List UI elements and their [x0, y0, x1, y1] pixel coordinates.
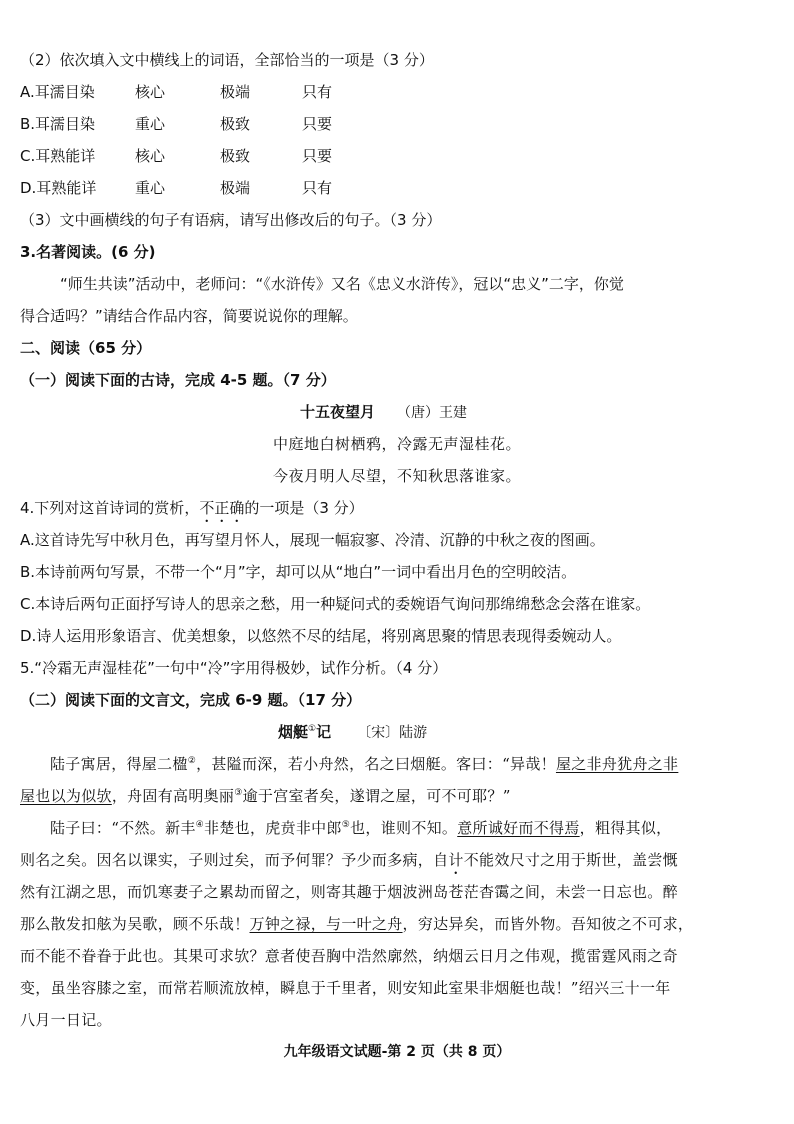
passage-line — [20, 780, 774, 812]
option-word-2: 极端 — [220, 83, 251, 101]
passage-line — [20, 940, 774, 972]
option-word-3: 只要 — [302, 115, 333, 133]
option-word-1: 重心 — [135, 179, 166, 197]
passage-text: 然有江湖之思，而饥寒妻子之累劫而留之，则寄其趣于烟波洲岛苍茫杳霭之间，未尝一日忘也。醉 — [20, 883, 678, 901]
emphasized-character: 计 — [448, 851, 464, 869]
article-title-line — [20, 716, 774, 748]
q4-stem-post: 的一项是（3 分） — [244, 499, 364, 517]
underlined-sentence: 意所诚好而不得焉 — [457, 819, 580, 837]
q3-sub-question: （3）文中画横线的句子有语病，请写出修改后的句子。（3 分） — [20, 211, 442, 229]
poem-title: 十五夜望月 — [300, 403, 376, 421]
underlined-sentence: 屋也以为似欤 — [20, 787, 112, 805]
q2-option-b — [20, 108, 774, 140]
footnote-marker: ③ — [234, 788, 243, 798]
passage-text: ，甚隘而深，若小舟然，名之曰烟艇。客曰：“异哉！ — [196, 755, 556, 773]
passage-line — [20, 972, 774, 1004]
q2-option-a — [20, 76, 774, 108]
q3-text-line: “师生共读”活动中，老师问：“《水浒传》又名《忠义水浒传》，冠以“忠义”二字，你觉 — [60, 275, 624, 293]
q3-heading: 3.名著阅读。(6 分) — [20, 243, 156, 261]
article-title-note: ① — [308, 724, 317, 734]
option-word-3: 只要 — [302, 147, 333, 165]
q4-option-c: C.本诗后两句正面抒写诗人的思亲之愁，用一种疑问式的委婉语气询问那绵绵愁念会落在谁家。 — [20, 595, 651, 613]
footnote-marker: ④ — [195, 820, 205, 830]
passage-text: 那么散发扣舷为吴歌，顾不乐哉！ — [20, 915, 250, 933]
option-label: D.耳熟能详 — [20, 179, 97, 197]
passage-text: ，穷达异矣，而皆外物。吾知彼之不可求， — [402, 915, 694, 933]
section1-heading: （一）阅读下面的古诗，完成 4-5 题。（7 分） — [20, 371, 336, 389]
option-word-2: 极端 — [220, 179, 251, 197]
option-word-1: 核心 — [135, 83, 166, 101]
poem-line: 今夜月明人尽望，不知秋思落谁家。 — [272, 467, 521, 485]
q2-option-c — [20, 140, 774, 172]
passage-text: ，舟固有高明奥丽 — [111, 787, 235, 805]
passage-text: 不能效尺寸之用于斯世，盖尝慨 — [463, 851, 678, 869]
article-title-suffix: 记 — [316, 723, 332, 741]
passage-text: 也，谁则不知。 — [350, 819, 458, 837]
passage-line — [20, 876, 774, 908]
passage-text: 变，虽坐容膝之室，而常若顺流放棹，瞬息于千里者，则安知此室果非烟艇也哉！”绍兴三十一年 — [20, 979, 671, 997]
poem-line: 中庭地白树栖鸦，冷露无声湿桂花。 — [272, 435, 521, 453]
option-label: B.耳濡目染 — [20, 115, 96, 133]
passage-text: 逾于宫室者矣，遂谓之屋，可不可耶？” — [242, 787, 511, 805]
passage-text: 陆子曰：“不然。新丰 — [50, 819, 196, 837]
option-label: A.耳濡目染 — [20, 83, 95, 101]
passage-line — [20, 844, 774, 876]
part2-heading: 二、阅读（65 分） — [20, 339, 152, 357]
article-author: 〔宋〕陆游 — [357, 725, 428, 741]
footnote-marker: ② — [187, 756, 197, 766]
passage-text: 而不能不眷眷于此也。其果可求欤？意者使吾胸中浩然廓然，纳烟云日月之伟观，揽雷霆风雨之奇 — [20, 947, 678, 965]
option-word-2: 极致 — [220, 115, 251, 133]
passage-text: ，粗得其似， — [579, 819, 672, 837]
article-title: 烟艇 — [278, 723, 309, 741]
underlined-sentence: 万钟之禄，与一叶之舟 — [249, 915, 403, 933]
footnote-marker: ⑤ — [341, 820, 351, 830]
q4-stem-emphasis: 不正确 — [199, 499, 245, 517]
passage-line — [20, 908, 774, 940]
option-word-2: 极致 — [220, 147, 251, 165]
q3-text-line: 得合适吗？”请结合作品内容，简要说说你的理解。 — [20, 307, 358, 325]
q2-stem: （2）依次填入文中横线上的词语，全部恰当的一项是（3 分） — [20, 51, 434, 69]
option-label: C.耳熟能详 — [20, 147, 96, 165]
q4-stem — [20, 492, 774, 524]
classical-passage — [20, 748, 774, 1036]
passage-text: 八月一日记。 — [20, 1011, 112, 1029]
passage-line — [20, 812, 774, 844]
underlined-sentence: 屋之非舟犹舟之非 — [555, 755, 679, 773]
section2-heading: （二）阅读下面的文言文，完成 6-9 题。（17 分） — [20, 691, 362, 709]
q5-stem: 5.“冷霜无声湿桂花”一句中“冷”字用得极妙，试作分析。（4 分） — [20, 659, 448, 677]
option-word-1: 重心 — [135, 115, 166, 133]
option-word-3: 只有 — [302, 83, 333, 101]
q4-option-b: B.本诗前两句写景，不带一个“月”字，却可以从“地白”一词中看出月色的空明皎洁。 — [20, 563, 577, 581]
q4-option-a: A.这首诗先写中秋月色，再写望月怀人，展现一幅寂寥、冷清、沉静的中秋之夜的图画。 — [20, 531, 605, 549]
option-word-3: 只有 — [302, 179, 333, 197]
option-word-1: 核心 — [135, 147, 166, 165]
passage-line — [20, 748, 774, 780]
q4-stem-pre: 4.下列对这首诗词的赏析， — [20, 499, 200, 517]
passage-text: 则名之矣。因名以课实，子则过矣，而予何罪？予少而多病，自 — [20, 851, 449, 869]
passage-text: 非楚也，虎贲非中郎 — [204, 819, 342, 837]
poem-author: （唐）王建 — [397, 405, 468, 421]
passage-line — [20, 1004, 774, 1036]
q4-option-d: D.诗人运用形象语言、优美想象，以悠然不尽的结尾，将别离思聚的情思表现得委婉动人。 — [20, 627, 622, 645]
poem-title-line — [20, 396, 774, 428]
passage-text: 陆子寓居，得屋二楹 — [50, 755, 188, 773]
page-footer: 九年级语文试题-第 2 页（共 8 页） — [283, 1044, 511, 1060]
q2-option-d — [20, 172, 774, 204]
